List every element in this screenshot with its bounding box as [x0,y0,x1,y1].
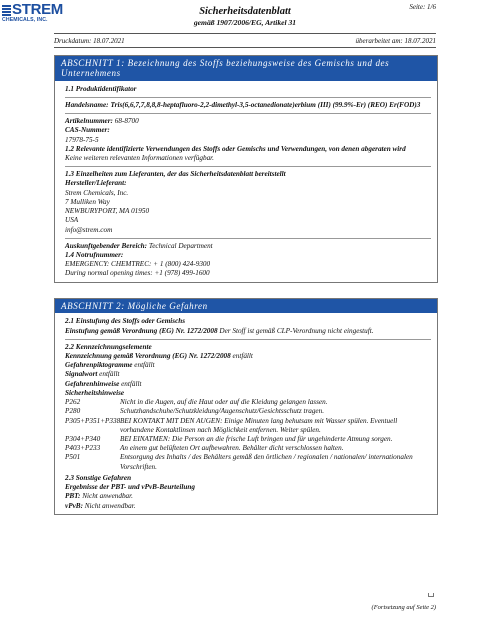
email-address: info@strem.com [65,225,113,234]
emergency-number-label: 1.4 Notrufnummer: [65,250,124,259]
vpvb-value: Nicht anwendbar. [84,501,136,510]
divider [65,238,431,239]
divider [65,113,431,114]
label-elements-label: 2.2 Kennzeichnungselemente [65,342,152,351]
signal-word-label: Signalwort [65,370,98,379]
precaution-code: P280 [65,407,81,416]
date-rule [54,47,436,48]
precaution-text: Schutzhandschuhe/Schutzkleidung/Augenschutz/Gesichtsschutz tragen. [120,407,325,416]
article-number-label: Artikelnummer: [65,117,113,126]
section-1-heading: ABSCHNITT 1: Bezeichnung des Stoffs beziehungsweise des Gemischs und des Unternehmens [55,56,437,81]
trade-name-label: Handelsname: [65,100,109,109]
section-2 [54,298,438,515]
cas-label: CAS-Nummer: [65,126,110,135]
precaution-code: P262 [65,398,81,407]
opening-times-line: During normal opening times: +1 (978) 499-1600 [65,269,210,278]
print-date: Druckdatum: 18.07.2021 [54,37,125,45]
precautionary-statements-label: Sicherheitshinweise [65,388,125,397]
precaution-text: Nicht in die Augen, auf die Haut oder auf die Kleidung gelangen lassen. [120,398,328,407]
clp-classification-label: Einstufung gemäß Verordnung (EG) Nr. 1272/2008 [65,326,218,335]
divider [65,339,431,340]
hazard-statements-value: entfällt [121,379,142,388]
divider [65,97,431,98]
product-identifier-label: 1.1 Produktidentifikator [65,84,137,93]
info-department-value: Technical Department [148,241,213,250]
precaution-text: BEI EINATMEN: Die Person an die frische Luft bringen und für ungehinderte Atmung sorgen. [120,434,393,443]
address-line: Strem Chemicals, Inc. [65,188,129,197]
pictograms-label: Gefahrenpiktogramme [65,361,133,370]
address-line: USA [65,216,79,225]
divider [65,166,431,167]
manufacturer-label: Hersteller/Lieferant: [65,179,127,188]
document-title: Sicherheitsdatenblatt [199,6,291,17]
hazard-statements-label: Gefahrenhinweise [65,379,120,388]
labelling-label: Kennzeichnung gemäß Verordnung (EG) Nr. 1272/2008 [65,352,231,360]
info-department-label: Auskunftgebender Bereich: [65,241,148,250]
identified-uses-label: 1.2 Relevante identifizierte Verwendungen des Stoffs oder Gemischs und Verwendungen, von denen abgeraten wird [65,144,406,153]
section-1 [54,55,438,283]
trade-name-value: Tris(6,6,7,7,8,8,8-heptafluoro-2,2-dimethyl-3,5-octanedionate)erbium (III) (99.9%-Er) (REO) Er(FOD)3 [110,100,421,109]
identified-uses-value: Keine weiteren relevanten Informationen verfügbar. [65,154,214,162]
article-number-value: 68-8700 [114,117,139,126]
classification-label: 2.1 Einstufung des Stoffs oder Gemischs [65,317,186,326]
logo-word: STREM [12,1,64,18]
labelling-value: entfällt [232,352,253,360]
precaution-code: P403+P233 [65,444,101,453]
pbt-value: Nicht anwendbar. [82,492,133,501]
precaution-text: An einem gut belüfteten Ort aufbewahren. Behälter dicht verschlossen halten. [120,444,344,453]
continuation-mark [428,593,434,597]
cas-value: 17978-75-5 [65,135,99,144]
header-rule [54,33,436,34]
section-2-heading: ABSCHNITT 2: Mögliche Gefahren [55,299,437,313]
precaution-text: BEI KONTAKT MIT DEN AUGEN: Einige Minuten lang behutsam mit Wasser spülen. Eventuell vorhandene Kontaktlinsen nach Möglichkeit entfernen. Weiter spülen. [120,416,398,434]
other-hazards-label: 2.3 Sonstige Gefahren [65,473,132,482]
precaution-code: P501 [65,453,81,462]
vpvb-key: vPvB: [65,501,83,510]
clp-classification-value: Der Stoff ist gemäß CLP-Verordnung nicht eingestuft. [219,326,374,335]
revision-date: überarbeitet am: 18.07.2021 [355,37,436,45]
pbt-key: PBT: [65,492,81,501]
precaution-code: P305+P351+P338 [65,416,121,425]
precaution-code: P304+P340 [65,434,101,443]
precautions-list [65,398,431,472]
emergency-line: EMERGENCY: CHEMTREC: + 1 (800) 424-9300 [65,260,211,269]
supplier-details-label: 1.3 Einzelheiten zum Lieferanten, der das Sicherheitsdatenblatt bereitstellt [65,170,286,179]
address-line: NEWBURYPORT, MA 01950 [65,207,150,216]
trade-name-row [65,101,431,110]
logo-subtitle: CHEMICALS, INC. [2,17,48,23]
precaution-text: Entsorgung des Inhalts / des Behälters gemäß den örtlichen / regionalen / nationalen/ internationalen Vorschriften. [120,453,413,471]
document-subtitle: gemäß 1907/2006/EG, Artikel 31 [193,18,297,27]
continuation-note: (Fortsetzung auf Seite 2) [371,604,436,611]
pbt-assessment-label: Ergebnisse der PBT- und vPvB-Beurteilung [65,483,195,492]
pictograms-value: entfällt [134,361,155,370]
page-number: Seite: 1/6 [409,3,436,11]
signal-word-value: entfällt [99,370,120,379]
address-line: 7 Mulliken Way [65,197,110,206]
